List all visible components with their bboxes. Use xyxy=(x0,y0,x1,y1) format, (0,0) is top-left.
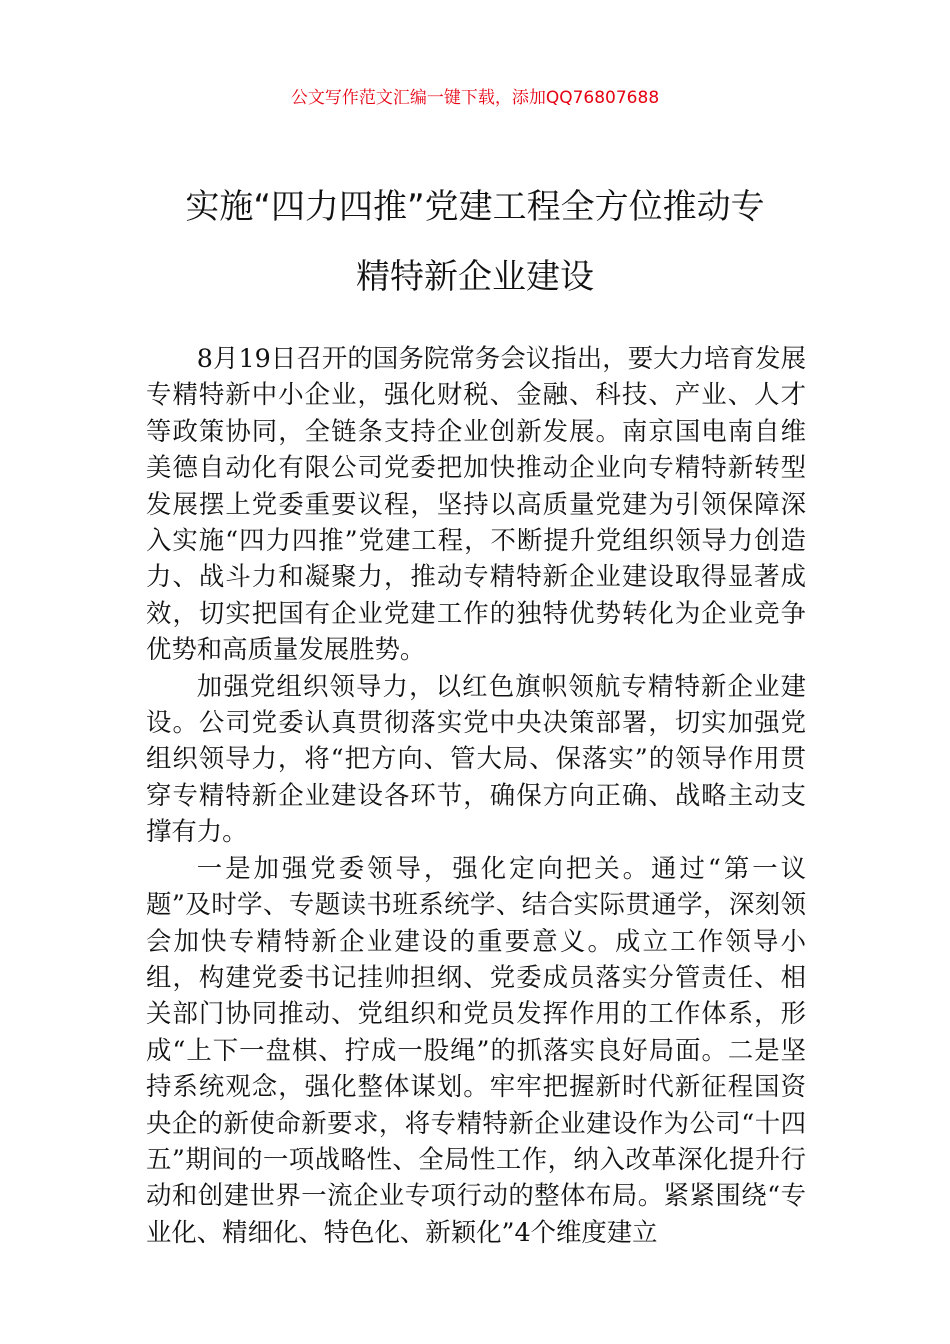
paragraph: 8月19日召开的国务院常务会议指出，要大力培育发展专精特新中小企业，强化财税、金融、科技、产业、人才等政策协同，全链条支持企业创新发展。南京国电南自维美德自动化有限公司党委把加快推动企业向专精特新转型发展摆上党委重要议程，坚持以高质量党建为引领保障深入实施“四力四推”党建工程，不断提升党组织领导力创造力、战斗力和凝聚力，推动专精特新企业建设取得显著成效，切实把国有企业党建工作的独特优势转化为企业竞争优势和高质量发展胜势。 xyxy=(146,343,806,665)
header-note: 公文写作范文汇编一键下载，添加QQ76807688 xyxy=(290,88,660,108)
paragraph: 一是加强党委领导，强化定向把关。通过“第一议题”及时学、专题读书班系统学、结合实际贯通学，深刻领会加快专精特新企业建设的重要意义。成立工作领导小组，构建党委书记挂帅担纲、党委成员落实分管责任、相关部门协同推动、党组织和党员发挥作用的工作体系，形成“上下一盘棋、拧成一股绳”的抓落实良好局面。二是坚持系统观念，强化整体谋划。牢牢把握新时代新征程国资央企的新使命新要求，将专精特新企业建设作为公司“十四五”期间的一项战略性、全局性工作，纳入改革深化提升行动和创建世界一流企业专项行动的整体布局。紧紧围绕“专业化、精细化、特色化、新颖化”4个维度建立 xyxy=(146,852,806,1247)
paragraph: 加强党组织领导力，以红色旗帜领航专精特新企业建设。公司党委认真贯彻落实党中央决策部署，切实加强党组织领导力，将“把方向、管大局、保落实”的领导作用贯穿专精特新企业建设各环节，确保方向正确、战略主动支撑有力。 xyxy=(146,670,806,847)
document-body xyxy=(146,340,806,1250)
document-title xyxy=(120,172,830,312)
title-line-1: 实施“四力四推”党建工程全方位推动专 xyxy=(185,187,765,227)
title-line-2: 精特新企业建设 xyxy=(356,257,594,297)
